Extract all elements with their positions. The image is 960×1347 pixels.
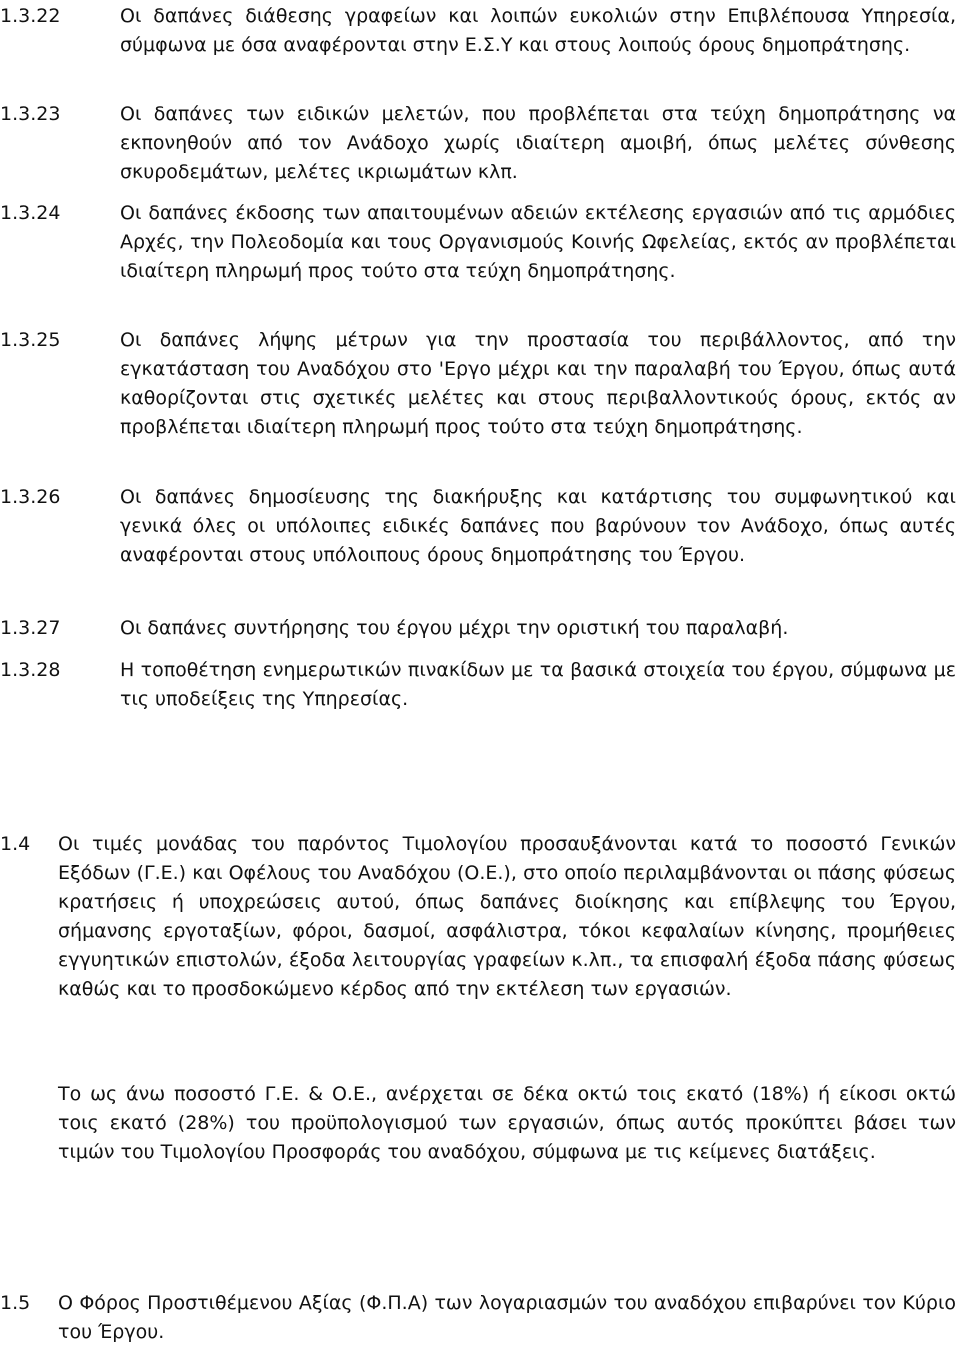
- item-number: 1.3.28: [0, 659, 61, 681]
- item-text: Η τοποθέτηση ενημερωτικών πινακίδων με τα βασικά στοιχεία του έργου, σύμφωνα με τις υποδείξεις της Υπηρεσίας.: [120, 659, 956, 710]
- item-text: Οι δαπάνες λήψης μέτρων για την προστασία του περιβάλλοντος, από την εγκατάσταση του Αναδόχου στο 'Εργο μέχρι και την παραλαβή του Έργου, όπως αυτά καθορίζονται στις σχετικές μελέτες και στους περιβαλλοντικούς όρους, εκτός αν προβλέπεται ιδιαίτερη πληρωμή προς τούτο στα τεύχη δημοπράτησης.: [120, 329, 956, 438]
- section-text: Ο Φόρος Προστιθέμενου Αξίας (Φ.Π.Α) των λογαριασμών του αναδόχου επιβαρύνει τον Κύριο του Έργου.: [58, 1292, 956, 1343]
- item-text: Οι δαπάνες συντήρησης του έργου μέχρι την οριστική του παραλαβή.: [120, 617, 789, 639]
- item-number: 1.3.22: [0, 5, 61, 27]
- item-text: Οι δαπάνες διάθεσης γραφείων και λοιπών ευκολιών στην Επιβλέπουσα Υπηρεσία, σύμφωνα με όσα αναφέρονται στην Ε.Σ.Υ και στους λοιπούς όρους δημοπράτησης.: [120, 5, 956, 56]
- section-1-4-paragraph: Το ως άνω ποσοστό Γ.Ε. & Ο.Ε., ανέρχεται σε δέκα οκτώ τοις εκατό (18%) ή είκοσι οκτώ τοις εκατό (28%) του προϋπολογισμού των εργασιών, όπως αυτός προκύπτει βάσει των τιμών του Τιμολογίου Προσφοράς του αναδόχου, σύμφωνα με τις κείμενες διατάξεις.: [58, 1083, 956, 1163]
- section-number: 1.4: [0, 833, 31, 855]
- item-number: 1.3.24: [0, 202, 61, 224]
- item-text: Οι δαπάνες έκδοσης των απαιτουμένων αδειών εκτέλεσης εργασιών από τις αρμόδιες Αρχές, την Πολεοδομία και τους Οργανισμούς Κοινής Ωφελείας, εκτός αν προβλέπεται ιδιαίτερη πληρωμή προς τούτο στα τεύχη δημοπράτησης.: [120, 202, 956, 282]
- item-number: 1.3.23: [0, 103, 61, 125]
- section-text: Οι τιμές μονάδας του παρόντος Τιμολογίου προσαυξάνονται κατά το ποσοστό Γενικών Εξόδων (Γ.Ε.) και Οφέλους του Αναδόχου (Ο.Ε.), στο οποίο περιλαμβάνονται οι πάσης φύσεως κρατήσεις ή υποχρεώσεις αυτού, όπως δαπάνες διοίκησης και επίβλεψης του Έργου, σήμανσης εργοταξίων, φόροι, δασμοί, ασφάλιστρα, τόκοι κεφαλαίων κίνησης, προμήθειες εγγυητικών επιστολών, έξοδα λειτουργίας γραφείων κ.λπ., τα επισφαλή έξοδα πάσης φύσεως καθώς και το προσδοκώμενο κέρδος από την εκτέλεση των εργασιών.: [58, 833, 956, 1000]
- item-number: 1.3.27: [0, 617, 61, 639]
- section-number: 1.5: [0, 1292, 31, 1314]
- item-text: Οι δαπάνες δημοσίευσης της διακήρυξης και κατάρτισης του συμφωνητικού και γενικά όλες οι υπόλοιπες ειδικές δαπάνες που βαρύνουν τον Ανάδοχο, όπως αυτές αναφέρονται στους υπόλοιπους όρους δημοπράτησης του Έργου.: [120, 486, 956, 566]
- item-text: Οι δαπάνες των ειδικών μελετών, που προβλέπεται στα τεύχη δημοπράτησης να εκπονηθούν από τον Ανάδοχο χωρίς ιδιαίτερη αμοιβή, όπως μελέτες σύνθεσης σκυροδεμάτων, μελέτες ικριωμάτων κλπ.: [120, 103, 956, 183]
- item-number: 1.3.25: [0, 329, 61, 351]
- item-number: 1.3.26: [0, 486, 61, 508]
